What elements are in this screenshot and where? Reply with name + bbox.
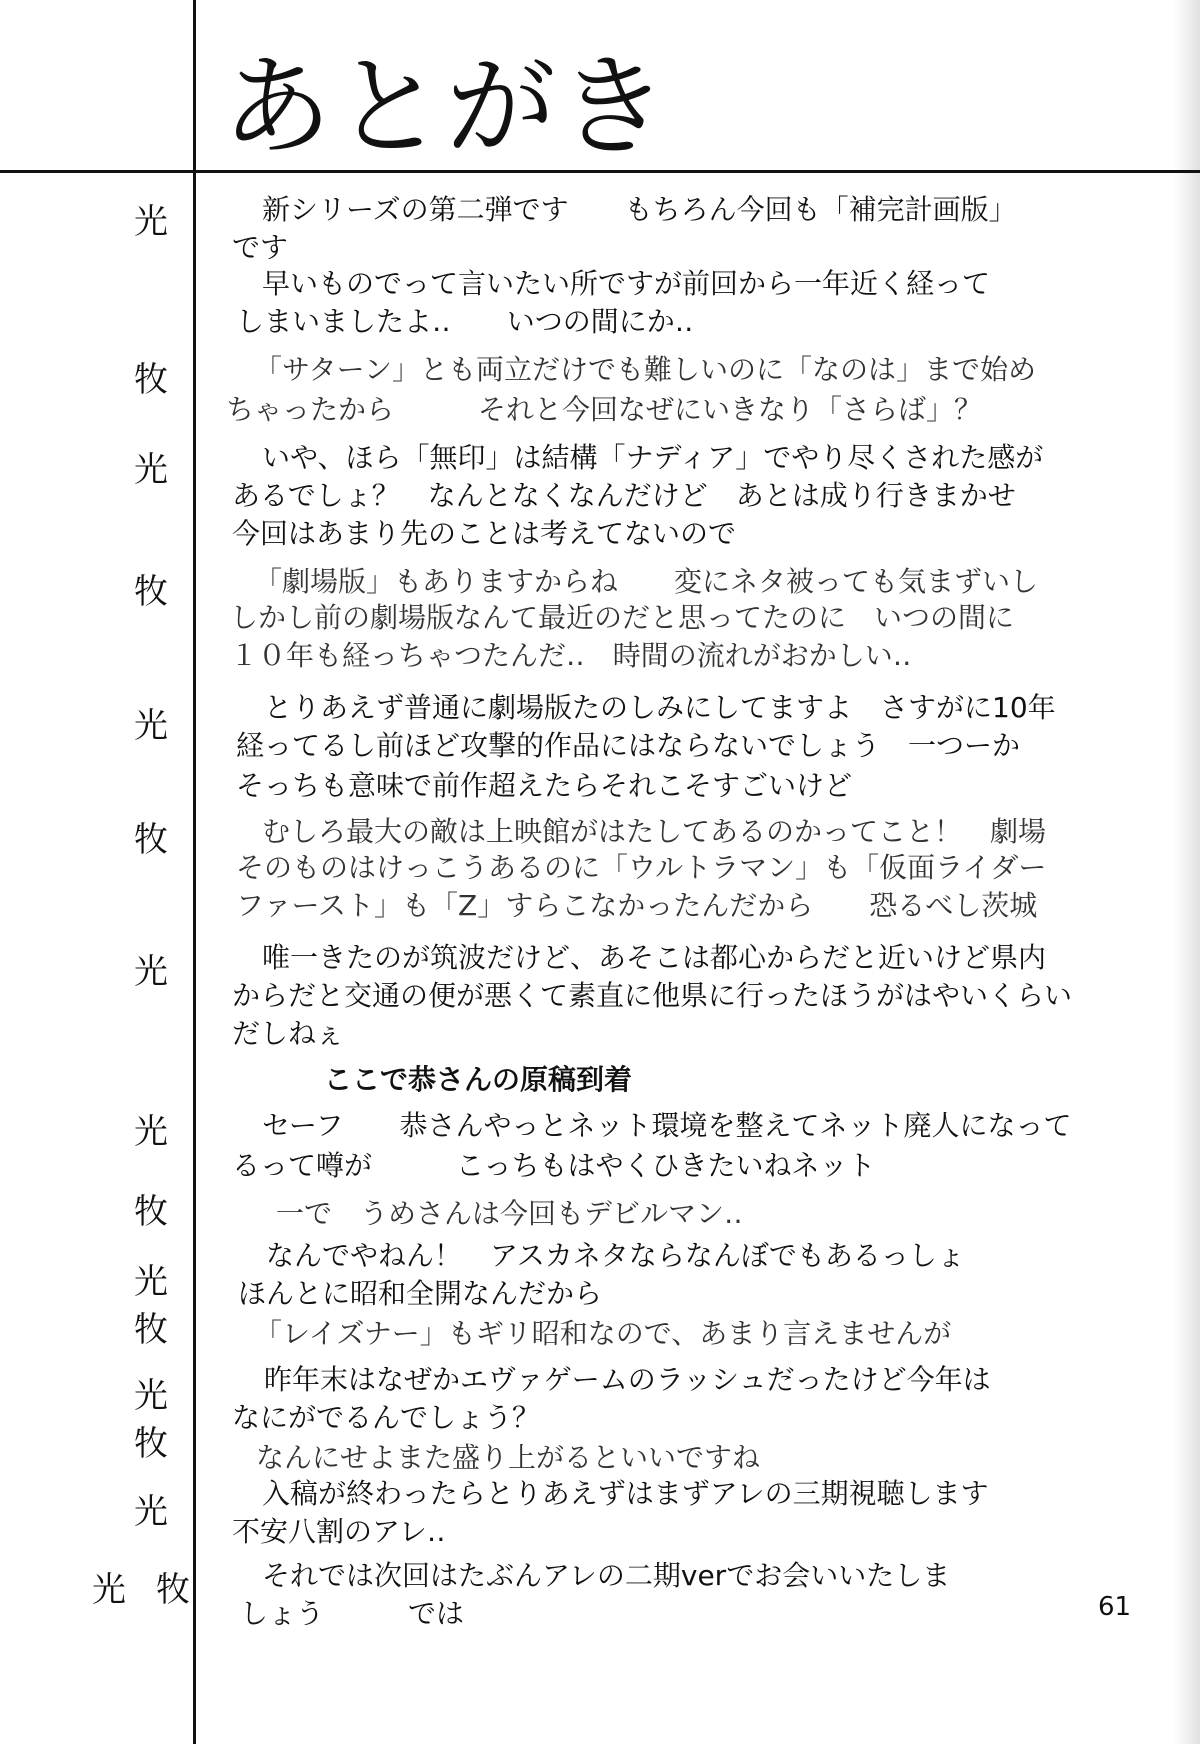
speaker-label: 牧 — [134, 1424, 168, 1464]
dialogue-line: 入稿が終わったらとりあえずはまずアレの三期視聴します — [262, 1477, 989, 1510]
dialogue-line: あるでしょ？ なんとなくなんだけど あとは成り行きまかせ — [232, 479, 1016, 512]
dialogue-line: ちゃったから それと今回なぜにいきなり「さらば」？ — [226, 393, 983, 426]
interjection-heading: ここで恭さんの原稿到着 — [324, 1063, 633, 1096]
speaker-label: 光 — [134, 1262, 168, 1302]
page-number: 61 — [1098, 1592, 1132, 1622]
speaker-label: 牧 — [134, 572, 168, 612]
speaker-label: 光 — [92, 1570, 126, 1610]
speaker-label: 光 — [134, 1112, 168, 1152]
dialogue-line: だしねぇ — [232, 1017, 345, 1050]
dialogue-line: セーフ 恭さんやっとネット環境を整えてネット廃人になって — [262, 1109, 1072, 1142]
dialogue-line: そっちも意味で前作超えたらそれこそすごいけど — [236, 769, 853, 802]
dialogue-line: 昨年末はなぜかエヴァゲームのラッシュだったけど今年は — [264, 1363, 991, 1396]
speaker-label: 牧 — [134, 820, 168, 860]
page-title: あとがき — [222, 43, 670, 171]
dialogue-line: とりあえず普通に劇場版たのしみにしてますよ さすがに10年 — [264, 691, 1056, 724]
dialogue-line: るって噂が こっちもはやくひきたいねネット — [232, 1149, 876, 1182]
dialogue-line: しょう では — [240, 1597, 465, 1630]
speaker-label: 光 — [134, 1492, 168, 1532]
dialogue-line: 早いものでって言いたい所ですが前回から一年近く経って — [262, 267, 991, 300]
speaker-label: 光 — [134, 1376, 168, 1416]
dialogue-line: からだと交通の便が悪くて素直に他県に行ったほうがはやいくらい — [232, 979, 1073, 1012]
dialogue-line: しかし前の劇場版なんて最近のだと思ってたのに いつの間に — [230, 601, 1015, 634]
speaker-label: 牧 — [156, 1570, 190, 1610]
dialogue-line: です — [232, 231, 289, 264]
dialogue-line: 経ってるし前ほど攻撃的作品にはならないでしょう 一つーか — [236, 729, 1021, 762]
speaker-label: 牧 — [134, 1310, 168, 1350]
dialogue-line: 「劇場版」もありますからね 変にネタ被っても気まずいし — [254, 565, 1039, 598]
dialogue-line: 不安八割のアレ‥ — [232, 1515, 446, 1548]
dialogue-line: ファースト」も「Z」すらこなかったんだから 恐るべし茨城 — [236, 889, 1038, 922]
dialogue-line: いや、ほら「無印」は結構「ナディア」でやり尽くされた感が — [262, 441, 1044, 474]
speaker-label: 牧 — [134, 1192, 168, 1232]
vertical-divider — [193, 0, 196, 1744]
dialogue-line: １０年も経っちゃつたんだ‥ 時間の流れがおかしい‥ — [230, 639, 912, 672]
dialogue-line: ほんとに昭和全開なんだから — [238, 1277, 603, 1310]
scan-edge-shadow — [1174, 0, 1200, 1744]
dialogue-line: 「レイズナー」もギリ昭和なので、あまり言えませんが — [254, 1317, 952, 1350]
speaker-label: 光 — [134, 450, 168, 490]
speaker-label: 光 — [134, 952, 168, 992]
dialogue-line: なんでやねん！ アスカネタならなんぼでもあるっしょ — [266, 1239, 965, 1272]
speaker-label: 牧 — [134, 360, 168, 400]
dialogue-line: 今回はあまり先のことは考えてないので — [232, 517, 737, 550]
dialogue-line: むしろ最大の敵は上映館がはたしてあるのかってこと！ 劇場 — [262, 815, 1047, 848]
dialogue-line: なにがでるんでしょう？ — [232, 1401, 541, 1434]
dialogue-line: それでは次回はたぶんアレの二期verでお会いいたしま — [262, 1559, 951, 1592]
speaker-label: 光 — [134, 202, 168, 242]
dialogue-line: なんにせよまた盛り上がるといいですね — [256, 1441, 761, 1474]
dialogue-line: 一で うめさんは今回もデビルマン‥ — [276, 1197, 743, 1230]
dialogue-line: そのものはけっこうあるのに「ウルトラマン」も「仮面ライダー — [236, 851, 1047, 884]
dialogue-line: しまいましたよ‥ いつの間にか‥ — [236, 305, 694, 338]
dialogue-line: 新シリーズの第二弾です もちろん今回も「補完計画版」 — [262, 193, 1017, 226]
dialogue-line: 「サターン」とも両立だけでも難しいのに「なのは」まで始め — [254, 353, 1037, 386]
speaker-label: 光 — [134, 706, 168, 746]
dialogue-line: 唯一きたのが筑波だけど、あそこは都心からだと近いけど県内 — [262, 941, 1047, 974]
